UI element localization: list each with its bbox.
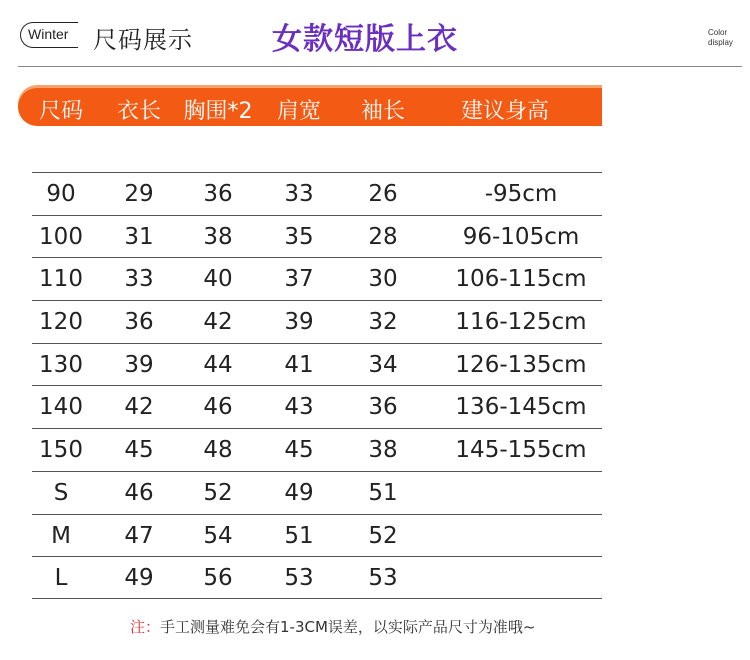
cell-length: 36 — [124, 309, 154, 336]
cell-height: 145-155cm — [455, 437, 587, 464]
size-table — [32, 172, 602, 599]
cell-shoulder: 33 — [284, 181, 314, 207]
cell-length: 49 — [124, 565, 154, 592]
cell-chest: 44 — [203, 351, 233, 378]
column-header-sleeve: 袖长 — [360, 99, 406, 124]
cell-shoulder: 53 — [284, 565, 314, 592]
size-show-label: 尺码展示 — [93, 26, 193, 54]
cell-sleeve: 32 — [368, 309, 398, 336]
column-header-height: 建议身高 — [460, 99, 550, 124]
cell-length: 45 — [124, 437, 154, 464]
color-display-line1: Color — [708, 28, 728, 37]
cell-shoulder: 35 — [284, 223, 314, 250]
cell-chest: 46 — [203, 394, 233, 421]
note-label: 注： — [130, 618, 161, 636]
cell-height: 136-145cm — [455, 394, 587, 421]
cell-chest: 36 — [203, 181, 233, 207]
cell-size: 110 — [39, 266, 83, 293]
cell-size: 120 — [39, 309, 83, 336]
cell-shoulder: 49 — [284, 479, 314, 506]
cell-chest: 52 — [203, 479, 233, 506]
measurement-note — [130, 616, 536, 637]
header-divider — [18, 66, 742, 67]
cell-sleeve: 26 — [368, 181, 398, 207]
cell-length: 31 — [124, 223, 154, 250]
column-header-chest: 胸围*2 — [183, 99, 253, 124]
cell-length: 33 — [124, 266, 154, 293]
cell-chest: 42 — [203, 309, 233, 336]
cell-sleeve: 51 — [368, 479, 398, 506]
cell-size: 130 — [39, 351, 83, 378]
cell-size: S — [53, 479, 69, 506]
color-display-label — [708, 28, 733, 48]
cell-length: 39 — [124, 351, 154, 378]
table-row — [32, 257, 602, 300]
cell-chest: 38 — [203, 223, 233, 250]
cell-height: -95cm — [484, 181, 558, 207]
cell-length: 42 — [124, 394, 154, 421]
cell-sleeve: 53 — [368, 565, 398, 592]
table-row — [32, 471, 602, 514]
note-text: 手工测量难免会有1-3CM误差，以实际产品尺寸为准哦~ — [160, 618, 536, 636]
cell-shoulder: 45 — [284, 437, 314, 464]
cell-size: M — [51, 522, 71, 549]
cell-height: 116-125cm — [455, 309, 587, 336]
cell-size: 90 — [46, 181, 76, 207]
cell-shoulder: 39 — [284, 309, 314, 336]
color-display-line2: display — [708, 38, 733, 47]
cell-chest: 40 — [203, 266, 233, 293]
page-title: 女款短版上衣 — [272, 22, 458, 57]
cell-length: 29 — [124, 181, 154, 207]
cell-height: 106-115cm — [455, 266, 587, 293]
cell-size: 100 — [39, 223, 83, 250]
cell-size: 140 — [39, 394, 83, 421]
page-header — [0, 0, 750, 70]
table-row — [32, 343, 602, 386]
cell-sleeve: 30 — [368, 266, 398, 293]
column-header-size: 尺码 — [38, 99, 84, 124]
table-row — [32, 172, 602, 215]
cell-size: 150 — [39, 437, 83, 464]
table-row — [32, 385, 602, 428]
cell-length: 46 — [124, 479, 154, 506]
cell-sleeve: 34 — [368, 351, 398, 378]
cell-shoulder: 51 — [284, 522, 314, 549]
cell-sleeve: 38 — [368, 437, 398, 464]
table-row — [32, 556, 602, 599]
cell-shoulder: 43 — [284, 394, 314, 421]
cell-chest: 48 — [203, 437, 233, 464]
cell-shoulder: 41 — [284, 351, 314, 378]
column-header-length: 衣长 — [116, 99, 162, 124]
cell-chest: 56 — [203, 565, 233, 592]
table-row — [32, 514, 602, 557]
table-row — [32, 300, 602, 343]
cell-chest: 54 — [203, 522, 233, 549]
cell-height: 126-135cm — [455, 351, 587, 378]
cell-size: L — [54, 565, 68, 592]
column-header-shoulder: 肩宽 — [276, 99, 322, 124]
winter-badge-text: Winter — [28, 26, 69, 42]
cell-shoulder: 37 — [284, 266, 314, 293]
cell-sleeve: 28 — [368, 223, 398, 250]
table-row — [32, 215, 602, 258]
cell-length: 47 — [124, 522, 154, 549]
cell-sleeve: 52 — [368, 522, 398, 549]
cell-sleeve: 36 — [368, 394, 398, 421]
table-row — [32, 428, 602, 471]
cell-height: 96-105cm — [462, 223, 580, 250]
